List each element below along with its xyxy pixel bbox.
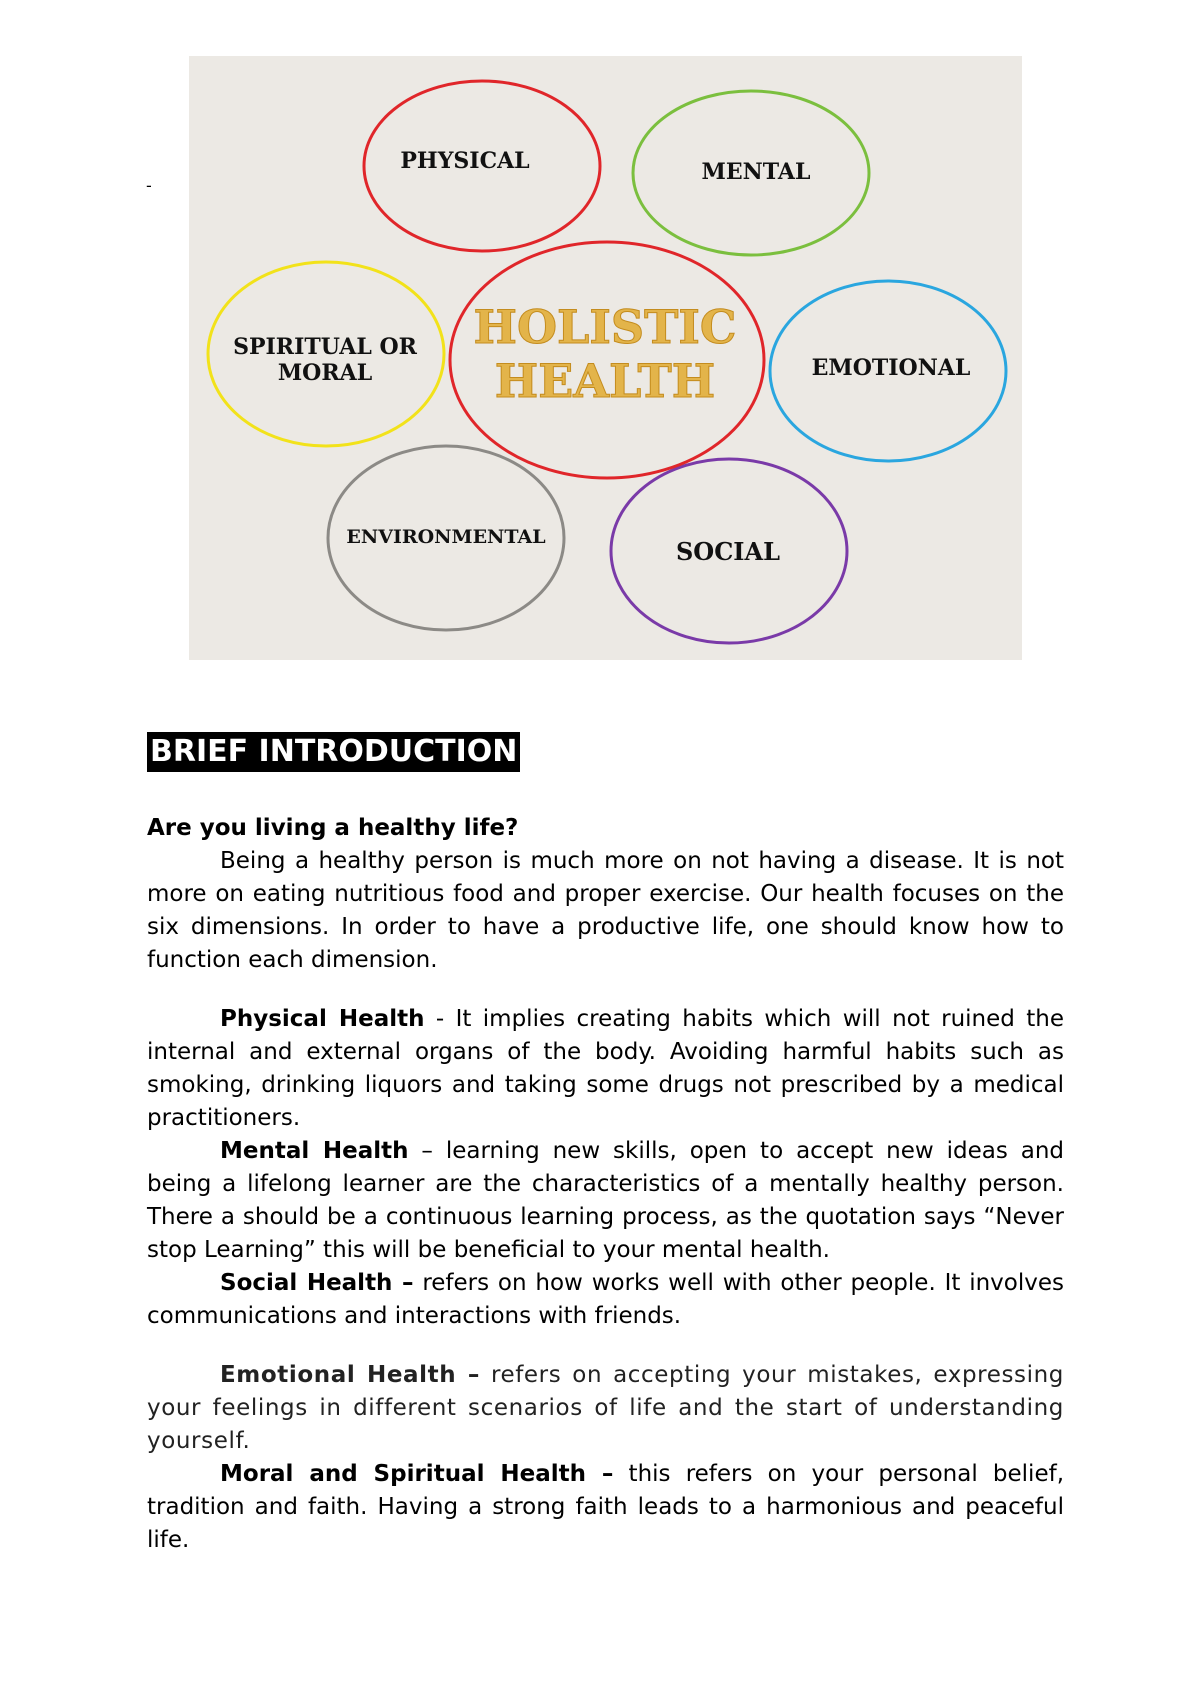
document-body [147, 732, 1064, 1557]
mental-label: MENTAL [701, 159, 811, 185]
emotional-health-paragraph [147, 1359, 1064, 1458]
emotional-label: EMOTIONAL [811, 355, 971, 381]
social-label: SOCIAL [675, 537, 781, 566]
social-health-term: Social Health – [220, 1270, 414, 1296]
physical-label: PHYSICAL [400, 148, 530, 174]
health-label: HEALTH [494, 354, 716, 408]
intro-paragraph: Being a healthy person is much more on not having a disease. It is not more on eating nutritious food and proper exercise. Our health focuses on the six dimensions. In order to have a productive life, one should know how to function each dimension. [147, 848, 1064, 973]
mental-health-paragraph: Mental Health – learning new skills, open to accept new ideas and being a lifelong learner are the characteristics of a mentally healthy person. There a should be a continuous learning process, as the quotation says “Never stop Learning” this will be beneficial to your mental health. [147, 1138, 1065, 1263]
physical-health-paragraph: Physical Health - It implies creating habits which will not ruined the internal and external organs of the body. Avoiding harmful habits such as smoking, drinking liquors and taking some drugs not prescribed by a medical practitioners. [147, 1006, 1064, 1131]
intro-question: Are you living a healthy life? [147, 815, 519, 841]
mental-health-text: learning new skills, open to accept new ideas and being a lifelong learner are the characteristics of a mentally healthy person. There a should be a continuous learning process, as the quotation says “Never stop Learning” this will be beneficial to your mental health. [147, 1138, 1065, 1263]
environmental-label: ENVIRONMENTAL [346, 526, 546, 548]
spiritual-health-text: this refers on your personal belief, tradition and faith. Having a strong faith leads to a harmonious and peaceful life. [147, 1461, 1065, 1553]
section-heading: BRIEF INTRODUCTION [147, 732, 520, 772]
spiritual-health-term: Moral and Spiritual Health – [220, 1461, 614, 1487]
spiritual-label-line1: SPIRITUAL OR [233, 334, 417, 360]
social-health-text: refers on how works well with other people. It involves communications and interactions with friends. [147, 1270, 1064, 1329]
emotional-health-term: Emotional Health – [220, 1362, 480, 1388]
page-marker: - [146, 176, 152, 195]
emotional-health-text: refers on accepting your mistakes, expressing your feelings in different scenarios of life and the start of understanding yourself. [147, 1362, 1065, 1454]
spiritual-label-line2: MORAL [277, 360, 373, 386]
spiritual-health-paragraph [147, 1458, 1064, 1557]
holistic-health-diagram [189, 56, 1022, 660]
holistic-label: HOLISTIC [473, 300, 737, 354]
social-health-paragraph [147, 1267, 1064, 1333]
physical-health-term: Physical Health [220, 1006, 425, 1032]
mental-health-term: Mental Health [220, 1138, 409, 1164]
physical-health-text: It implies creating habits which will not ruined the internal and external organs of the body. Avoiding harmful habits such as smoking, drinking liquors and taking some drugs not prescribed by a medical practitioners. [147, 1006, 1064, 1131]
